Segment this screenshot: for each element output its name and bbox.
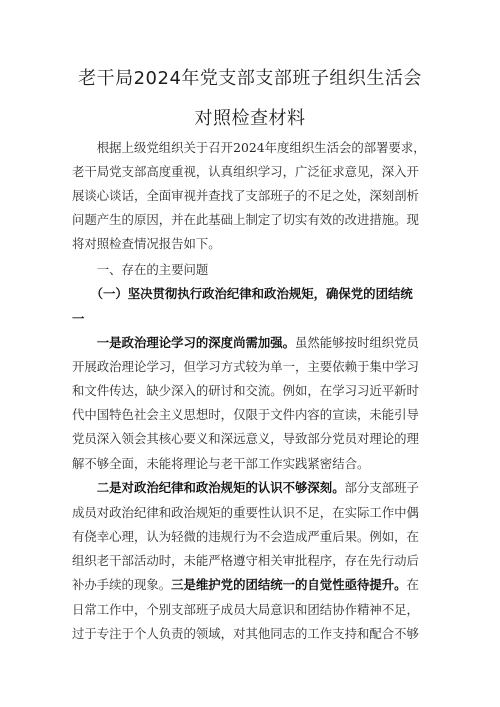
body-line [72, 456, 434, 472]
bold-text-segment: （一）坚决贯彻执行政治纪律和政治规矩，确保党的团结统 [72, 286, 413, 301]
text-segment: 日常工作中，个别支部班子成员大局意识和团结协作精神不足， [72, 602, 419, 617]
text-segment: 虽然能够按时组织党员 [295, 335, 419, 350]
bold-text-segment: 二是对政治纪律和政治规矩的认识不够深刻。 [72, 480, 345, 495]
bold-text-segment: 三是维护党的团结统一的自觉性亟待提升。 [171, 577, 407, 592]
body-line [72, 577, 434, 593]
text-segment: 组织老干部活动时，未能严格遵守相关审批程序，存在先行动后 [72, 553, 419, 568]
text-segment: 展谈心谈话，全面审视并查找了支部班子的不足之处，深刻剖析 [72, 188, 419, 203]
text-segment: 将对照检查情况报告如下。 [72, 236, 221, 251]
text-segment: 开展政治理论学习，但学习方式较为单一，主要依赖于集中学习 [72, 359, 419, 374]
text-segment: 部分支部班子 [344, 480, 419, 495]
body-line [72, 212, 434, 228]
text-segment: 成员对政治纪律和政治规矩的重要性认识不足，在实际工作中偶 [72, 505, 419, 520]
text-segment: 老干局党支部高度重视，认真组织学习，广泛征求意见，深入开 [72, 164, 419, 179]
body-line [72, 236, 434, 252]
body-line [72, 480, 434, 496]
text-segment: 和文件传达，缺少深入的研讨和交流。例如，在学习习近平新时 [72, 383, 419, 398]
text-segment: 问题产生的原因，并在此基础上制定了切实有效的改进措施。现 [72, 212, 419, 227]
text-segment: 补办手续的现象。 [72, 577, 172, 592]
text-segment: 代中国特色社会主义思想时，仅限于文件内容的宣读，未能引导 [72, 407, 419, 422]
document-title-line-2: 对照检查材料 [194, 108, 306, 129]
body-line [72, 262, 434, 278]
body-line [72, 626, 434, 642]
body-line [72, 359, 434, 375]
text-segment: 党员深入领会其核心要义和深远意义，导致部分党员对理论的理 [72, 431, 419, 446]
text-segment: 有侥幸心理，认为轻微的违规行为不会造成严重后果。例如，在 [72, 529, 419, 544]
body-line [72, 505, 434, 521]
body-line [72, 286, 434, 302]
body-line [72, 407, 434, 423]
body-line [72, 164, 434, 180]
body-line [72, 431, 434, 447]
text-segment: 一、存在的主要问题 [72, 262, 209, 277]
bold-text-segment: 一是政治理论学习的深度尚需加强。 [72, 335, 296, 350]
text-segment: 在 [406, 577, 419, 592]
body-line [72, 383, 434, 399]
text-segment: 根据上级党组织关于召开2024年度组织生活会的部署要求， [72, 140, 426, 155]
body-line [72, 311, 434, 327]
body-line [72, 553, 434, 569]
document-title-line-1: 老干局2024年党支部支部班子组织生活会 [78, 68, 422, 89]
body-line [72, 335, 434, 351]
text-segment: 解不够全面，未能将理论与老干部工作实践紧密结合。 [72, 456, 370, 471]
text-segment: 过于专注于个人负责的领域，对其他同志的工作支持和配合不够 [72, 626, 419, 641]
bold-text-segment: 一 [72, 311, 85, 326]
body-line [72, 529, 434, 545]
body-line [72, 188, 434, 204]
body-line [72, 140, 434, 156]
body-line [72, 602, 434, 618]
